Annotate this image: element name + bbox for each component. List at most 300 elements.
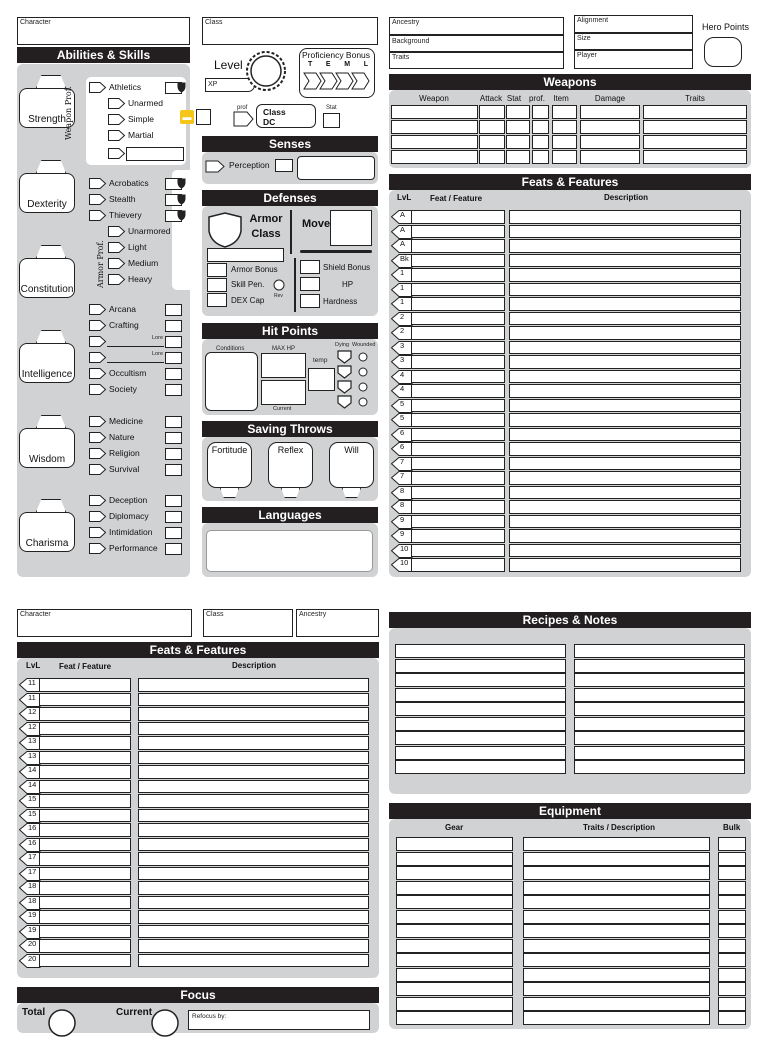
gear-8[interactable] (396, 953, 513, 967)
weapon-cell-2-4[interactable] (552, 135, 577, 149)
survival-prof-box[interactable] (165, 464, 182, 476)
feat1-lvl-4[interactable] (391, 268, 413, 282)
feat2-feat-16[interactable] (39, 910, 131, 924)
feat2-lvl-16[interactable] (19, 910, 41, 924)
feat2-feat-8[interactable] (39, 794, 131, 808)
background-field[interactable] (389, 35, 564, 52)
feat2-desc-19[interactable] (138, 954, 369, 968)
feat2-feat-1[interactable] (39, 693, 131, 707)
feat1-desc-17[interactable] (509, 457, 741, 471)
weapon-cell-2-0[interactable] (391, 135, 478, 149)
feat2-feat-14[interactable] (39, 881, 131, 895)
gear-traits-4[interactable] (523, 895, 710, 909)
feat1-lvl-20[interactable] (391, 500, 413, 514)
gear-bulk-11[interactable] (718, 997, 746, 1011)
int-skill-3-prof-box[interactable] (165, 352, 182, 364)
feat1-feat-19[interactable] (411, 486, 505, 500)
intelligence-box[interactable] (19, 343, 75, 383)
feat2-lvl-18[interactable] (19, 939, 41, 953)
recipe-right-6[interactable] (574, 731, 745, 745)
feat2-lvl-4[interactable] (19, 736, 41, 750)
feat1-desc-23[interactable] (509, 544, 741, 558)
feat1-feat-18[interactable] (411, 471, 505, 485)
feat1-desc-16[interactable] (509, 442, 741, 456)
feat1-desc-21[interactable] (509, 515, 741, 529)
feat1-feat-1[interactable] (411, 225, 505, 239)
gear-bulk-5[interactable] (718, 910, 746, 924)
focus-total-circle[interactable] (47, 1008, 77, 1038)
feat1-feat-20[interactable] (411, 500, 505, 514)
wounded-track[interactable] (357, 352, 369, 408)
perception-prof-box[interactable] (275, 159, 293, 172)
int-skill-4-prof-box[interactable] (165, 368, 182, 380)
performance-prof-box[interactable] (165, 543, 182, 555)
player-field[interactable] (574, 50, 693, 69)
weapon-cell-2-3[interactable] (532, 135, 549, 149)
int-skill-5-prof-box[interactable] (165, 384, 182, 396)
feat1-feat-9[interactable] (411, 341, 505, 355)
prof-label: prof (237, 105, 248, 111)
feat1-desc-12[interactable] (509, 384, 741, 398)
weapon-cell-0-3[interactable] (532, 105, 549, 119)
weapon-cell-1-1[interactable] (479, 120, 505, 134)
recipe-right-2[interactable] (574, 673, 745, 687)
class-dc-stat-box[interactable] (323, 113, 340, 128)
stealth-label: Stealth (109, 194, 136, 204)
background-label: Background (392, 38, 430, 45)
recipe-right-4[interactable] (574, 702, 745, 716)
feat2-lvl-10[interactable] (19, 823, 41, 837)
feat2-desc-18[interactable] (138, 939, 369, 953)
feat2-feat-10[interactable] (39, 823, 131, 837)
feat1-desc-19[interactable] (509, 486, 741, 500)
feat1-lvl-24[interactable] (391, 558, 413, 572)
recipe-left-5[interactable] (395, 717, 566, 731)
feat2-feat-3[interactable] (39, 722, 131, 736)
feat1-lvl-13[interactable] (391, 399, 413, 413)
feat2-desc-12[interactable] (138, 852, 369, 866)
recipe-right-0[interactable] (574, 644, 745, 658)
feat1-desc-3[interactable] (509, 254, 741, 268)
feat2-feat-0[interactable] (39, 678, 131, 692)
feat1-desc-9[interactable] (509, 341, 741, 355)
feat1-desc-8[interactable] (509, 326, 741, 340)
feat1-desc-15[interactable] (509, 428, 741, 442)
gear-1[interactable] (396, 852, 513, 866)
feat1-feat-6[interactable] (411, 297, 505, 311)
rev-circle[interactable] (273, 279, 285, 291)
feat1-feat-4[interactable] (411, 268, 505, 282)
feat1-desc-10[interactable] (509, 355, 741, 369)
feat1-feat-16[interactable] (411, 442, 505, 456)
gear-bulk-12[interactable] (718, 1011, 746, 1025)
feat1-desc-22[interactable] (509, 529, 741, 543)
feat2-feat-5[interactable] (39, 751, 131, 765)
dying-track[interactable] (337, 350, 353, 412)
gear-12[interactable] (396, 1011, 513, 1025)
feat2-desc-13[interactable] (138, 867, 369, 881)
gear-bulk-9[interactable] (718, 968, 746, 982)
feat2-lvl-17[interactable] (19, 925, 41, 939)
feat2-lvl-label-5: 13 (28, 750, 37, 760)
weapon-cell-1-6[interactable] (643, 120, 747, 134)
feat1-lvl-17[interactable] (391, 457, 413, 471)
recipe-left-6[interactable] (395, 731, 566, 745)
recipe-right-8[interactable] (574, 760, 745, 774)
p2-class-field[interactable] (203, 609, 293, 637)
feat1-lvl-label-19: 8 (400, 485, 405, 495)
p2-ancestry-field[interactable] (296, 609, 379, 637)
weapon-cell-3-0[interactable] (391, 150, 478, 164)
feat1-desc-5[interactable] (509, 283, 741, 297)
gear-bulk-0[interactable] (718, 837, 746, 851)
feat1-lvl-14[interactable] (391, 413, 413, 427)
feat1-feat-13[interactable] (411, 399, 505, 413)
feat1-desc-6[interactable] (509, 297, 741, 311)
p2-character-field[interactable] (17, 609, 192, 637)
gear-bulk-3[interactable] (718, 881, 746, 895)
recipe-right-7[interactable] (574, 746, 745, 760)
gear-9[interactable] (396, 968, 513, 982)
feat2-feat-13[interactable] (39, 867, 131, 881)
feat2-lvl-5[interactable] (19, 751, 41, 765)
conditions-field[interactable] (205, 352, 258, 411)
weapon-cell-3-6[interactable] (643, 150, 747, 164)
feat2-feat-9[interactable] (39, 809, 131, 823)
weapon-cell-2-6[interactable] (643, 135, 747, 149)
feat1-feat-24[interactable] (411, 558, 505, 572)
feat1-feat-5[interactable] (411, 283, 505, 297)
feat1-lvl-0[interactable] (391, 210, 413, 224)
feat1-feat-10[interactable] (411, 355, 505, 369)
gear-5[interactable] (396, 910, 513, 924)
gear-traits-2[interactable] (523, 866, 710, 880)
gear-bulk-6[interactable] (718, 924, 746, 938)
feat1-feat-21[interactable] (411, 515, 505, 529)
feat2-lvl-label-4: 13 (28, 736, 37, 745)
feat1-feat-2[interactable] (411, 239, 505, 253)
weapon-cell-3-3[interactable] (532, 150, 549, 164)
gear-2[interactable] (396, 866, 513, 880)
gear-traits-6[interactable] (523, 924, 710, 938)
feat2-desc-8[interactable] (138, 794, 369, 808)
max-hp-field[interactable] (261, 353, 306, 378)
feat1-desc-11[interactable] (509, 370, 741, 384)
focus-current-circle[interactable] (150, 1008, 180, 1038)
languages-field[interactable] (206, 530, 373, 572)
gear-bulk-7[interactable] (718, 939, 746, 953)
feat2-lvl-11[interactable] (19, 838, 41, 852)
skill-pen-box[interactable] (207, 278, 227, 292)
feat2-desc-2[interactable] (138, 707, 369, 721)
feat1-desc-24[interactable] (509, 558, 741, 572)
class-dc-warning-icon[interactable]: ▬ (180, 110, 194, 124)
feat1-lvl-label-3: Bk (400, 253, 409, 263)
feat1-lvl-23[interactable] (391, 544, 413, 558)
feat2-lvl-7[interactable] (19, 780, 41, 794)
weapon-cell-0-2[interactable] (506, 105, 530, 119)
weapon-cell-1-2[interactable] (506, 120, 530, 134)
feat2-lvl-14[interactable] (19, 881, 41, 895)
feat1-feat-12[interactable] (411, 384, 505, 398)
gear-traits-1[interactable] (523, 852, 710, 866)
recipe-right-5[interactable] (574, 717, 745, 731)
feat2-feat-2[interactable] (39, 707, 131, 721)
feat1-desc-13[interactable] (509, 399, 741, 413)
perception-senses-field[interactable] (297, 156, 375, 180)
level-badge[interactable] (245, 50, 287, 92)
feat1-feat-23[interactable] (411, 544, 505, 558)
weapon-cell-3-2[interactable] (506, 150, 530, 164)
gear-10[interactable] (396, 982, 513, 996)
gear-traits-12[interactable] (523, 1011, 710, 1025)
gear-traits-11[interactable] (523, 997, 710, 1011)
feat2-desc-3[interactable] (138, 722, 369, 736)
feat2-lvl-19[interactable] (19, 954, 41, 968)
feat2-desc-7[interactable] (138, 780, 369, 794)
charisma-label: Charisma (25, 538, 69, 549)
gear-traits-0[interactable] (523, 837, 710, 851)
feat2-feat-7[interactable] (39, 780, 131, 794)
weapon-cell-0-0[interactable] (391, 105, 478, 119)
feat1-lvl-7[interactable] (391, 312, 413, 326)
feat1-lvl-19[interactable] (391, 486, 413, 500)
feat1-desc-20[interactable] (509, 500, 741, 514)
ancestry-field[interactable] (389, 17, 564, 35)
charisma-box[interactable] (19, 512, 75, 552)
feat2-desc-17[interactable] (138, 925, 369, 939)
feat2-feat-18[interactable] (39, 939, 131, 953)
feat2-desc-10[interactable] (138, 823, 369, 837)
will-save-box[interactable] (329, 442, 374, 488)
feat2-desc-0[interactable] (138, 678, 369, 692)
feat1-lvl-5[interactable] (391, 283, 413, 297)
dexterity-box[interactable] (19, 173, 75, 213)
int-skill-2-prof-box[interactable] (165, 336, 182, 348)
weapon-cell-0-5[interactable] (580, 105, 640, 119)
intimidation-prof-box[interactable] (165, 527, 182, 539)
feat1-lvl-label-23: 10 (400, 543, 409, 553)
feat2-feat-6[interactable] (39, 765, 131, 779)
armor-bonus-box[interactable] (207, 263, 227, 277)
dex-cap-box[interactable] (207, 293, 227, 307)
weapon-custom-field[interactable] (126, 147, 184, 161)
weapon-cell-2-1[interactable] (479, 135, 505, 149)
weapon-cell-0-6[interactable] (643, 105, 747, 119)
wisdom-box[interactable] (19, 428, 75, 468)
weapon-cell-0-4[interactable] (552, 105, 577, 119)
teml-arrows[interactable] (303, 71, 371, 91)
feat1-feat-8[interactable] (411, 326, 505, 340)
feat2-desc-15[interactable] (138, 896, 369, 910)
feat1-desc-14[interactable] (509, 413, 741, 427)
feat2-lvl-0[interactable] (19, 678, 41, 692)
gear-4[interactable] (396, 895, 513, 909)
recipe-right-3[interactable] (574, 688, 745, 702)
feat2-lvl-8[interactable] (19, 794, 41, 808)
gear-bulk-10[interactable] (718, 982, 746, 996)
gear-0[interactable] (396, 837, 513, 851)
size-field[interactable] (574, 33, 693, 50)
recipe-left-8[interactable] (395, 760, 566, 774)
weapon-cell-1-4[interactable] (552, 120, 577, 134)
feat2-lvl-15[interactable] (19, 896, 41, 910)
religion-label: Religion (109, 448, 140, 458)
class-field[interactable] (202, 17, 378, 45)
gear-11[interactable] (396, 997, 513, 1011)
current-hp-field[interactable] (261, 380, 306, 405)
feat1-lvl-11[interactable] (391, 370, 413, 384)
feat2-desc-5[interactable] (138, 751, 369, 765)
feat2-feat-11[interactable] (39, 838, 131, 852)
armor-class-field[interactable] (207, 248, 284, 262)
gear-traits-3[interactable] (523, 881, 710, 895)
gear-bulk-8[interactable] (718, 953, 746, 967)
feat2-lvl-9[interactable] (19, 809, 41, 823)
feat2-desc-11[interactable] (138, 838, 369, 852)
recipe-left-2[interactable] (395, 673, 566, 687)
fortitude-save-box[interactable] (207, 442, 252, 488)
weapon-cell-3-5[interactable] (580, 150, 640, 164)
feat1-desc-18[interactable] (509, 471, 741, 485)
feat2-lvl-13[interactable] (19, 867, 41, 881)
feat2-lvl-2[interactable] (19, 707, 41, 721)
recipe-left-0[interactable] (395, 644, 566, 658)
gear-bulk-1[interactable] (718, 852, 746, 866)
feat1-feat-0[interactable] (411, 210, 505, 224)
feat2-desc-14[interactable] (138, 881, 369, 895)
feat1-lvl-8[interactable] (391, 326, 413, 340)
p2-character-label: Character (20, 611, 51, 618)
feat2-feat-17[interactable] (39, 925, 131, 939)
gear-traits-8[interactable] (523, 953, 710, 967)
feat1-lvl-10[interactable] (391, 355, 413, 369)
feat2-lvl-6[interactable] (19, 765, 41, 779)
weapon-cell-1-3[interactable] (532, 120, 549, 134)
shield-bonus-box[interactable] (300, 260, 320, 274)
feat2-desc-6[interactable] (138, 765, 369, 779)
feat2-lvl-3[interactable] (19, 722, 41, 736)
feat1-lvl-9[interactable] (391, 341, 413, 355)
religion-prof-box[interactable] (165, 448, 182, 460)
feat2-feat-12[interactable] (39, 852, 131, 866)
feat1-feat-14[interactable] (411, 413, 505, 427)
shield-hp-box[interactable] (300, 277, 320, 291)
feat2-desc-1[interactable] (138, 693, 369, 707)
feat1-lvl-3[interactable] (391, 254, 413, 268)
feat1-lvl-6[interactable] (391, 297, 413, 311)
feat2-desc-4[interactable] (138, 736, 369, 750)
traits-field[interactable] (389, 52, 564, 69)
gear-traits-5[interactable] (523, 910, 710, 924)
feat1-lvl-16[interactable] (391, 442, 413, 456)
recipe-left-1[interactable] (395, 659, 566, 673)
recipe-left-4[interactable] (395, 702, 566, 716)
medicine-prof-box[interactable] (165, 416, 182, 428)
feat1-desc-1[interactable] (509, 225, 741, 239)
diplomacy-prof-box[interactable] (165, 511, 182, 523)
feat1-lvl-12[interactable] (391, 384, 413, 398)
hardness-box[interactable] (300, 294, 320, 308)
feat2-feat-15[interactable] (39, 896, 131, 910)
feat2-lvl-1[interactable] (19, 693, 41, 707)
temp-hp-field[interactable] (308, 368, 335, 391)
weapon-cell-0-1[interactable] (479, 105, 505, 119)
feat1-desc-2[interactable] (509, 239, 741, 253)
gear-bulk-4[interactable] (718, 895, 746, 909)
feat1-feat-22[interactable] (411, 529, 505, 543)
feat2-lvl-label-19: 20 (28, 953, 37, 963)
feat1-lvl-21[interactable] (391, 515, 413, 529)
weapon-header-2: Stat (506, 94, 522, 103)
gear-6[interactable] (396, 924, 513, 938)
feat2-feat-4[interactable] (39, 736, 131, 750)
class-dc-box[interactable] (256, 104, 316, 128)
feat1-desc-0[interactable] (509, 210, 741, 224)
gear-7[interactable] (396, 939, 513, 953)
int-skill-1-prof-box[interactable] (165, 320, 182, 332)
intimidation-label: Intimidation (109, 527, 153, 537)
feat1-feat-17[interactable] (411, 457, 505, 471)
reflex-save-box[interactable] (268, 442, 313, 488)
feat2-feat-19[interactable] (39, 954, 131, 968)
feat2-desc-9[interactable] (138, 809, 369, 823)
feat1-desc-7[interactable] (509, 312, 741, 326)
class-dc-key-box[interactable] (196, 109, 211, 125)
feat1-desc-4[interactable] (509, 268, 741, 282)
gear-bulk-2[interactable] (718, 866, 746, 880)
gear-3[interactable] (396, 881, 513, 895)
refocus-field[interactable] (188, 1010, 370, 1030)
deception-prof-box[interactable] (165, 495, 182, 507)
recipe-right-1[interactable] (574, 659, 745, 673)
recipe-left-3[interactable] (395, 688, 566, 702)
feat1-feat-15[interactable] (411, 428, 505, 442)
weapon-cell-3-4[interactable] (552, 150, 577, 164)
weapon-cell-2-5[interactable] (580, 135, 640, 149)
constitution-box[interactable] (19, 258, 75, 298)
weapon-cell-3-1[interactable] (479, 150, 505, 164)
weapon-cell-1-0[interactable] (391, 120, 478, 134)
feat1-lvl-22[interactable] (391, 529, 413, 543)
feat2-desc-16[interactable] (138, 910, 369, 924)
recipe-left-7[interactable] (395, 746, 566, 760)
hero-points-field[interactable] (704, 37, 742, 67)
feat1-lvl-2[interactable] (391, 239, 413, 253)
nature-prof-box[interactable] (165, 432, 182, 444)
feat1-feat-7[interactable] (411, 312, 505, 326)
alignment-field[interactable] (574, 15, 693, 33)
feat1-lvl-18[interactable] (391, 471, 413, 485)
class-dc-prof-arrow[interactable] (233, 111, 255, 127)
feat1-feat-11[interactable] (411, 370, 505, 384)
int-skill-0-prof-box[interactable] (165, 304, 182, 316)
feat1-feat-3[interactable] (411, 254, 505, 268)
feat1-lvl-label-11: 4 (400, 369, 405, 379)
gear-traits-10[interactable] (523, 982, 710, 996)
teml-l: L (363, 61, 368, 68)
weapon-cell-2-2[interactable] (506, 135, 530, 149)
feat2-lvl-12[interactable] (19, 852, 41, 866)
character-field[interactable] (17, 17, 190, 45)
weapon-cell-1-5[interactable] (580, 120, 640, 134)
feat1-lvl-1[interactable] (391, 225, 413, 239)
gear-traits-9[interactable] (523, 968, 710, 982)
gear-traits-7[interactable] (523, 939, 710, 953)
feat1-lvl-15[interactable] (391, 428, 413, 442)
move-field[interactable] (330, 210, 372, 246)
feat2-lvl-label-1: 11 (28, 692, 36, 702)
